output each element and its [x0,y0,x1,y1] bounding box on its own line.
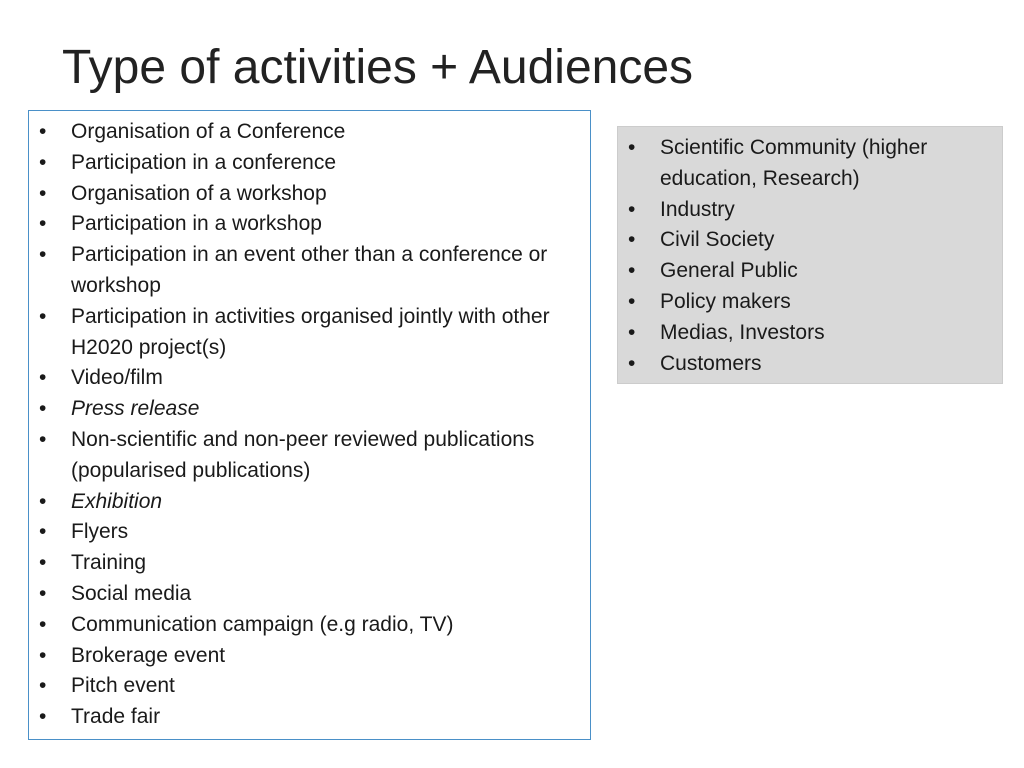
activity-item [29,702,590,733]
activity-item [29,117,590,148]
bullet-icon: • [39,304,47,328]
activity-item [29,610,590,641]
bullet-icon: • [39,243,47,267]
audience-item [618,133,1002,195]
activity-item [29,209,590,240]
audience-item-text: Medias, Investors [660,320,825,344]
activities-list [29,117,590,733]
audience-item [618,225,1002,256]
bullet-icon: • [39,427,47,451]
activity-item-text: Brokerage event [71,643,226,667]
activity-item-text: Pitch event [71,674,175,698]
activity-item [29,548,590,579]
bullet-icon: • [628,259,636,283]
audience-item-text: Industry [660,197,735,221]
activity-item [29,302,590,364]
activity-item [29,517,590,548]
bullet-icon: • [39,551,47,575]
activity-item-text: Video/film [71,366,163,390]
activity-item-text: Communication campaign (e.g radio, TV) [71,612,454,636]
activities-box [28,110,591,740]
audience-item-text: Civil Society [660,228,775,252]
activity-item-text: Participation in activities organised jointly with other H2020 project(s) [71,304,550,359]
bullet-icon: • [628,289,636,313]
activity-item [29,425,590,487]
bullet-icon: • [39,366,47,390]
bullet-icon: • [39,150,47,174]
activity-item-text: Participation in an event other than a conference or workshop [71,243,548,297]
bullet-icon: • [39,581,47,605]
bullet-icon: • [39,674,47,698]
bullet-icon: • [628,320,636,344]
activity-item [29,363,590,394]
activity-item [29,579,590,610]
bullet-icon: • [39,520,47,544]
activity-item-text: Trade fair [71,705,161,729]
audience-item [618,195,1002,226]
activity-item [29,487,590,518]
audiences-list [618,133,1002,379]
activity-item-text: Participation in a workshop [71,212,322,236]
bullet-icon: • [39,612,47,636]
activity-item-text: Flyers [71,520,129,544]
activity-item [29,179,590,210]
bullet-icon: • [628,351,636,375]
bullet-icon: • [39,181,47,205]
bullet-icon: • [628,197,636,221]
activity-item-text: Organisation of a Conference [71,120,346,143]
bullet-icon: • [39,705,47,729]
activity-item-text: Social media [71,581,192,605]
bullet-icon: • [628,228,636,252]
audience-item [618,318,1002,349]
bullet-icon: • [39,120,47,143]
bullet-icon: • [39,489,47,513]
bullet-icon: • [628,136,636,159]
audience-item [618,256,1002,287]
audience-item [618,349,1002,380]
page-title: Type of activities + Audiences [62,41,694,94]
activity-item-text: Organisation of a workshop [71,181,327,205]
audiences-box [617,126,1003,384]
activity-item [29,671,590,702]
bullet-icon: • [39,643,47,667]
activity-item-text: Press release [71,397,200,421]
activity-item-text: Exhibition [71,489,163,513]
bullet-icon: • [39,212,47,236]
audience-item-text: Scientific Community (higher education, Research) [660,136,928,190]
activity-item-text: Participation in a conference [71,150,336,174]
audience-item-text: General Public [660,259,798,283]
activity-item-text: Non-scientific and non-peer reviewed publications (popularised publications) [71,427,535,482]
audience-item [618,287,1002,318]
bullet-icon: • [39,397,47,421]
activity-item [29,641,590,672]
activity-item [29,240,590,302]
audience-item-text: Customers [660,351,762,375]
activity-item [29,394,590,425]
activity-item-text: Training [71,551,147,575]
activity-item [29,148,590,179]
audience-item-text: Policy makers [660,289,791,313]
